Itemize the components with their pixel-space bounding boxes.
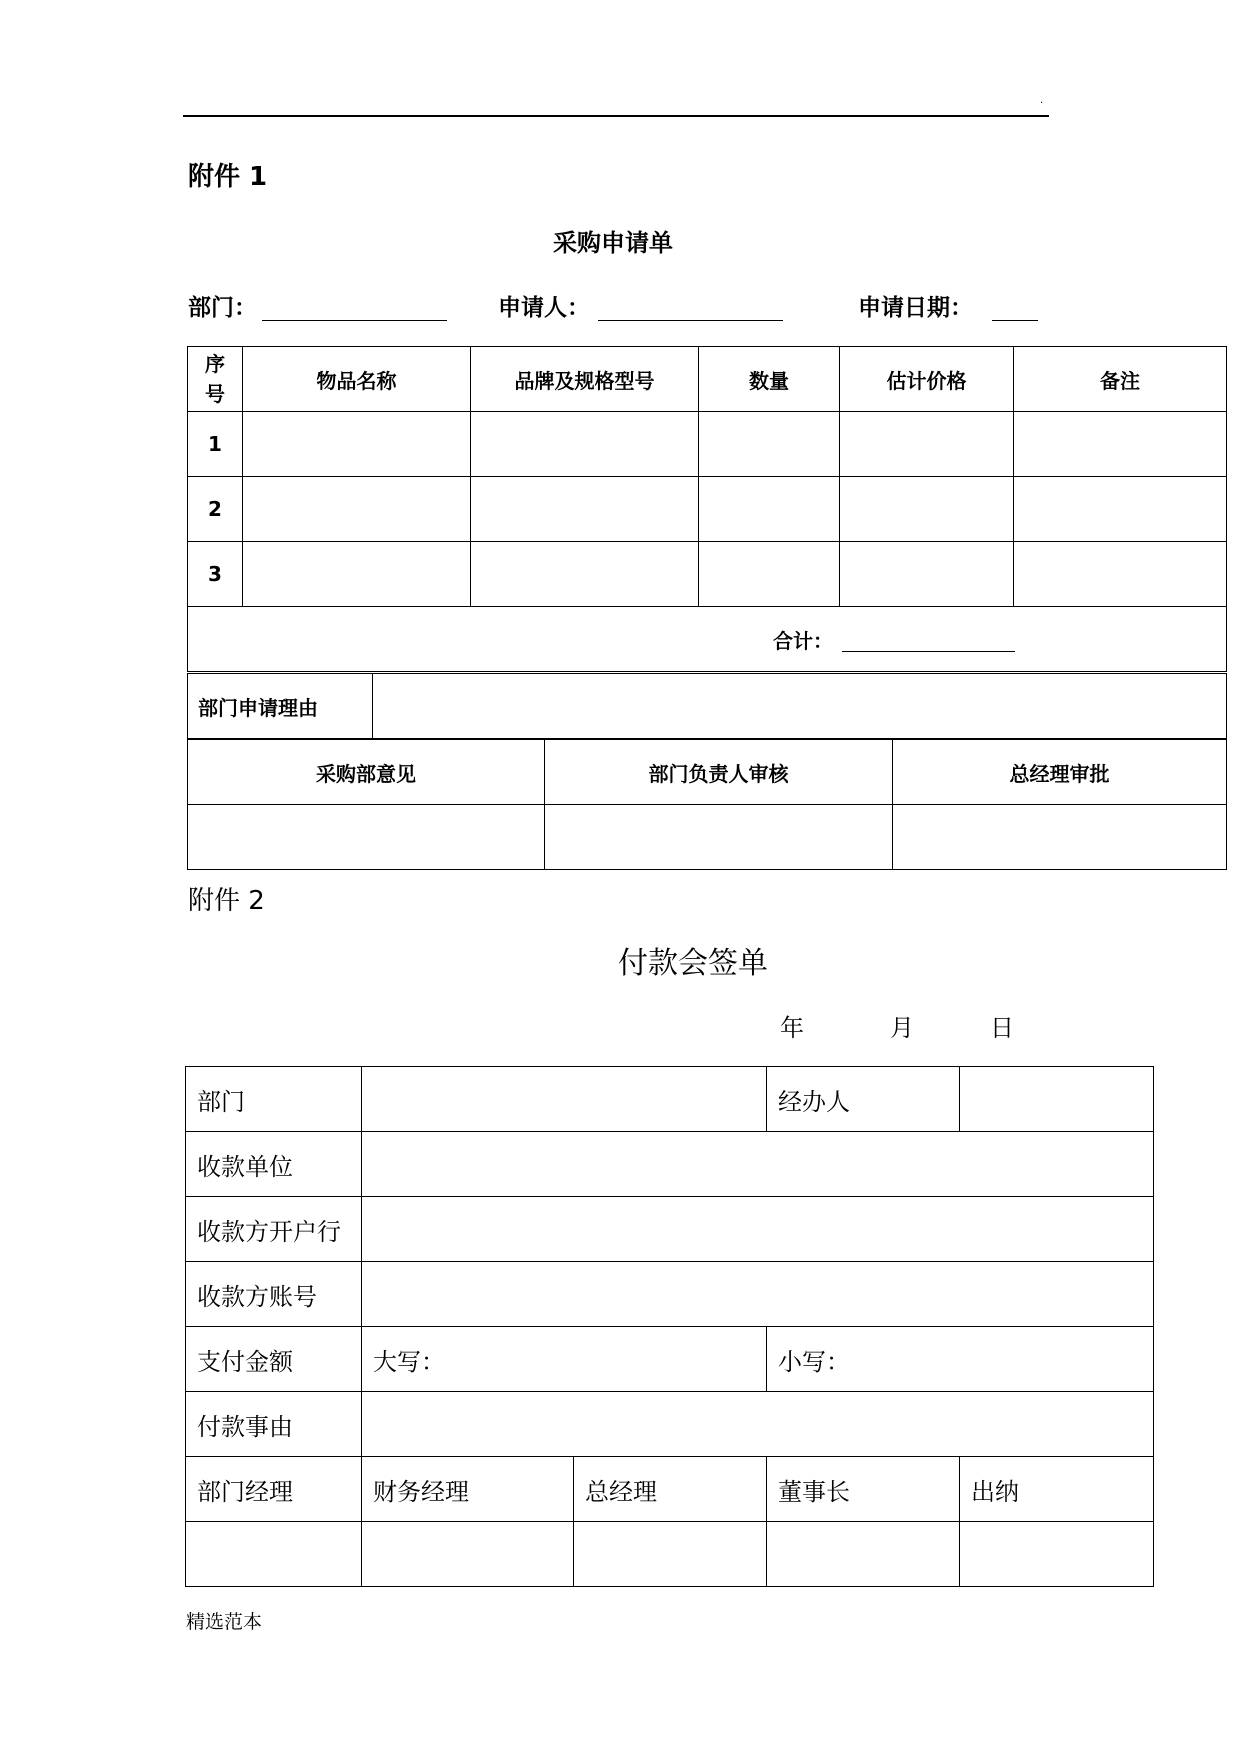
finance-manager-sign[interactable] (362, 1522, 574, 1587)
header-item-name: 物品名称 (243, 347, 471, 412)
dept-head-review-field[interactable] (545, 805, 893, 870)
payment-reason-label: 付款事由 (186, 1392, 362, 1457)
header-seq: 序号 (188, 347, 243, 412)
row-seq: 2 (188, 477, 243, 542)
handler-field[interactable] (960, 1067, 1154, 1132)
general-manager-sign[interactable] (574, 1522, 767, 1587)
date-year: 年 (780, 1014, 804, 1042)
total-label: 合计： (773, 629, 833, 653)
amount-label: 支付金额 (186, 1327, 362, 1392)
brand-spec-cell[interactable] (471, 412, 699, 477)
signer-sign-row (186, 1522, 1154, 1587)
total-field[interactable] (842, 651, 1015, 652)
header-mark: . (1040, 95, 1044, 106)
bank-label: 收款方开户行 (186, 1197, 362, 1262)
amount-lower-field[interactable]: 小写： (767, 1327, 1154, 1392)
purchase-request-table (187, 346, 1227, 672)
gm-approval-field[interactable] (893, 805, 1227, 870)
total-cell (188, 607, 1227, 672)
attachment-1-label: 附件 1 (188, 162, 268, 192)
handler-label: 经办人 (767, 1067, 960, 1132)
dept-field[interactable] (262, 320, 447, 321)
bank-field[interactable] (362, 1197, 1154, 1262)
header-estimated-price: 估计价格 (840, 347, 1014, 412)
header-rule (183, 115, 1049, 117)
chairman-label: 董事长 (767, 1457, 960, 1522)
table-row (188, 412, 1227, 477)
apply-date-field[interactable] (992, 320, 1038, 321)
table-row (186, 1067, 1154, 1132)
date-month: 月 (890, 1014, 914, 1042)
header-remarks: 备注 (1014, 347, 1227, 412)
apply-date-label: 申请日期： (858, 295, 973, 321)
date-day: 日 (990, 1014, 1014, 1042)
approval-table (187, 739, 1227, 870)
cashier-sign[interactable] (960, 1522, 1154, 1587)
chairman-sign[interactable] (767, 1522, 960, 1587)
item-name-cell[interactable] (243, 542, 471, 607)
purchasing-opinion-field[interactable] (188, 805, 545, 870)
table-row (186, 1132, 1154, 1197)
table-row (186, 1327, 1154, 1392)
dept-manager-sign[interactable] (186, 1522, 362, 1587)
approval-sign-row (188, 805, 1227, 870)
dept-head-review-label: 部门负责人审核 (545, 740, 893, 805)
table-row (186, 1197, 1154, 1262)
dept-reason-field[interactable] (373, 674, 1227, 739)
applicant-label: 申请人： (498, 295, 590, 321)
row-seq: 3 (188, 542, 243, 607)
dept-field[interactable] (362, 1067, 767, 1132)
dept-reason-table (187, 673, 1227, 739)
remarks-cell[interactable] (1014, 412, 1227, 477)
row-seq: 1 (188, 412, 243, 477)
brand-spec-cell[interactable] (471, 542, 699, 607)
item-name-cell[interactable] (243, 412, 471, 477)
table-row (188, 542, 1227, 607)
purchasing-opinion-label: 采购部意见 (188, 740, 545, 805)
cashier-label: 出纳 (960, 1457, 1154, 1522)
applicant-field[interactable] (598, 320, 783, 321)
gm-approval-label: 总经理审批 (893, 740, 1227, 805)
dept-reason-row (188, 674, 1227, 739)
price-cell[interactable] (840, 412, 1014, 477)
approval-header-row (188, 740, 1227, 805)
header-quantity: 数量 (699, 347, 840, 412)
purchase-form-title: 采购申请单 (553, 229, 673, 257)
payee-label: 收款单位 (186, 1132, 362, 1197)
dept-label: 部门 (186, 1067, 362, 1132)
general-manager-label: 总经理 (574, 1457, 767, 1522)
price-cell[interactable] (840, 542, 1014, 607)
payment-reason-field[interactable] (362, 1392, 1154, 1457)
attachment-2-label: 附件 2 (188, 886, 265, 916)
payment-signoff-table (185, 1066, 1154, 1587)
dept-manager-label: 部门经理 (186, 1457, 362, 1522)
header-brand-spec: 品牌及规格型号 (471, 347, 699, 412)
payment-form-title: 付款会签单 (618, 946, 768, 981)
table-row (186, 1392, 1154, 1457)
quantity-cell[interactable] (699, 542, 840, 607)
total-row (188, 607, 1227, 672)
signer-header-row (186, 1457, 1154, 1522)
table-row (186, 1262, 1154, 1327)
brand-spec-cell[interactable] (471, 477, 699, 542)
dept-reason-label: 部门申请理由 (188, 674, 373, 739)
remarks-cell[interactable] (1014, 542, 1227, 607)
account-field[interactable] (362, 1262, 1154, 1327)
dept-label: 部门： (188, 295, 257, 321)
table-row (188, 477, 1227, 542)
price-cell[interactable] (840, 477, 1014, 542)
purchase-header-row (188, 347, 1227, 412)
amount-upper-field[interactable]: 大写： (362, 1327, 767, 1392)
item-name-cell[interactable] (243, 477, 471, 542)
footer-text: 精选范本 (186, 1611, 263, 1633)
account-label: 收款方账号 (186, 1262, 362, 1327)
payee-field[interactable] (362, 1132, 1154, 1197)
finance-manager-label: 财务经理 (362, 1457, 574, 1522)
remarks-cell[interactable] (1014, 477, 1227, 542)
quantity-cell[interactable] (699, 412, 840, 477)
quantity-cell[interactable] (699, 477, 840, 542)
